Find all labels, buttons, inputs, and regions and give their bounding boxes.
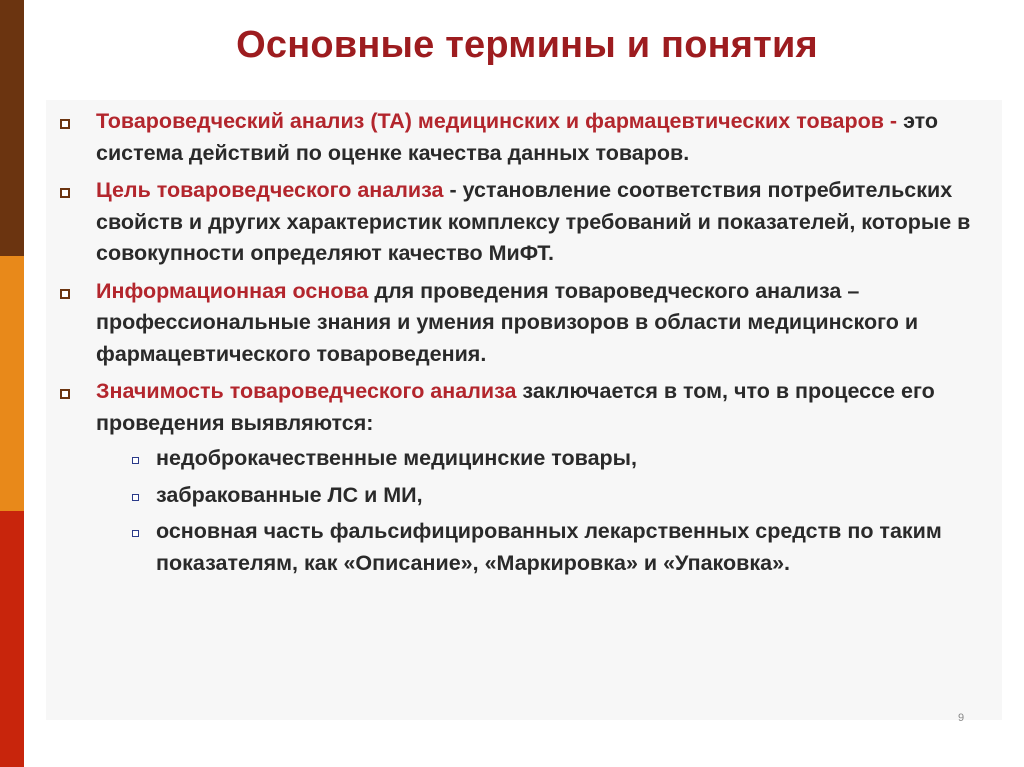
- square-bullet-icon: [60, 289, 70, 299]
- sub-list-text: недоброкачественные медицинские товары,: [156, 446, 637, 470]
- term-separator: -: [883, 109, 904, 133]
- small-square-bullet-icon: [132, 457, 139, 464]
- term-separator: -: [443, 178, 463, 202]
- square-bullet-icon: [60, 119, 70, 129]
- term-definition: это система действий по оценке качества данных товаров.: [96, 109, 939, 165]
- significance-sublist: [96, 443, 1000, 579]
- square-bullet-icon: [60, 389, 70, 399]
- small-square-bullet-icon: [132, 530, 139, 537]
- square-bullet-icon: [60, 188, 70, 198]
- term-item: [50, 276, 1000, 371]
- term-item: [50, 106, 1000, 169]
- term-title: Товароведческий анализ (ТА) медицинских и фармацевтических товаров: [96, 109, 884, 133]
- term-item: [50, 175, 1000, 270]
- decor-bar-segment-red: [0, 511, 24, 767]
- decor-bar-segment-brown: [0, 0, 24, 256]
- sub-list-text: основная часть фальсифицированных лекарственных средств по таким показателям, как «Описание», «Маркировка» и «Упаковка».: [156, 519, 942, 575]
- sub-list-text: забракованные ЛС и МИ,: [156, 482, 423, 507]
- term-title: Цель товароведческого анализа: [96, 178, 444, 202]
- decor-bar-segment-orange: [0, 256, 24, 511]
- term-title: Значимость товароведческого анализа: [96, 379, 517, 403]
- slide-title: Основные термины и понятия: [236, 24, 818, 66]
- page-number: 9: [958, 712, 965, 724]
- small-square-bullet-icon: [132, 494, 139, 501]
- term-item: [50, 376, 1000, 579]
- term-title: Информационная основа: [96, 278, 369, 303]
- term-definition: для проведения товароведческого анализа – профессиональные знания и умения провизоров в области медицинского и фармацевтического товароведения.: [96, 278, 919, 366]
- term-list: [50, 106, 1000, 585]
- term-definition: установление соответствия потребительских свойств и других характеристик комплексу требований и показателей, которые в совокупности определяют качество МиФТ.: [96, 178, 971, 265]
- sub-list-item: [96, 443, 1000, 475]
- term-definition: заключается в том, что в процессе его проведения выявляются:: [96, 379, 935, 435]
- sub-list-item: [96, 516, 1000, 579]
- sub-list-item: [96, 480, 1000, 512]
- left-decor-bar: [0, 0, 24, 767]
